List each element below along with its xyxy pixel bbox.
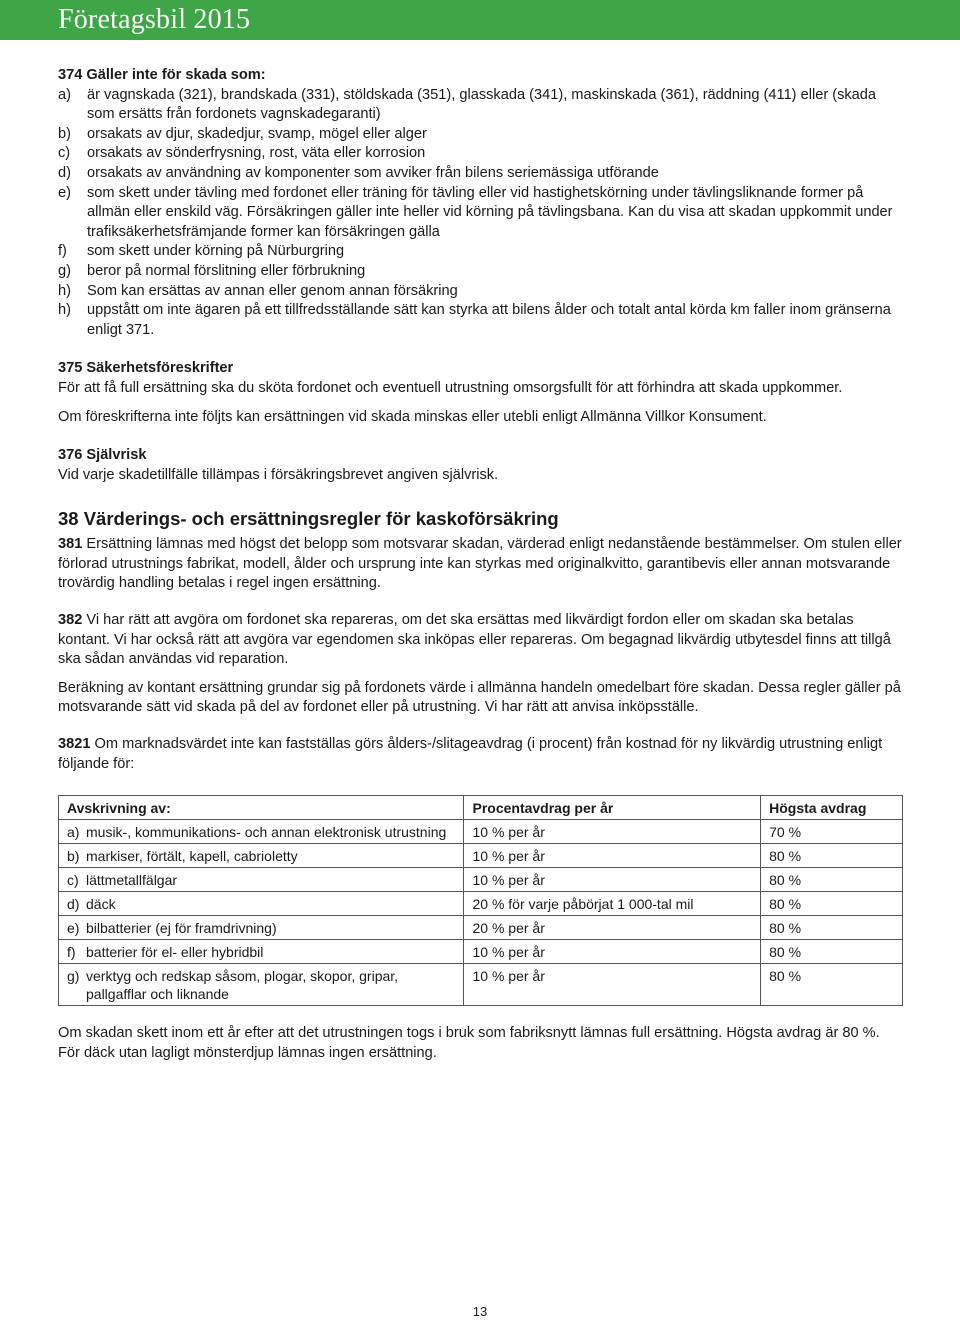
- table-row: [59, 868, 903, 892]
- section-375-paragraph-1: För att få full ersättning ska du sköta fordonet och eventuell utrustning omsorgsfullt för att förhindra att skada uppkommer.: [58, 379, 843, 396]
- section-38-heading: 38 Värderings- och ersättningsregler för kaskoförsäkring: [58, 508, 559, 530]
- list-item: [58, 301, 903, 340]
- row-label: g): [67, 968, 80, 985]
- table-row: [59, 820, 903, 844]
- cell-max: 80 %: [761, 964, 903, 1006]
- list-item-label: g): [58, 262, 71, 279]
- paragraph-381: [58, 535, 903, 594]
- document-title: Företagsbil 2015: [58, 4, 251, 35]
- row-item-text: lättmetallfälgar: [86, 872, 178, 889]
- list-item-label: e): [58, 184, 71, 201]
- row-label: c): [67, 872, 79, 889]
- section-376-paragraph: Vid varje skadetillfälle tillämpas i försäkringsbrevet angiven självrisk.: [58, 466, 499, 483]
- list-item-text: som skett under tävling med fordonet eller träning för tävling eller vid hastighetskörning under tävlingsliknande former på allmän eller enskild väg. Försäkringen gäller inte heller vid körning på tävlingsbana. Kan du visa att skadan uppkommit under trafiksäkerhetsfrämjande former kan försäkringen gälla: [87, 184, 893, 240]
- list-item-label: f): [58, 243, 67, 260]
- row-item-text: däck: [86, 896, 116, 913]
- list-item: [58, 282, 903, 302]
- table-row: [59, 844, 903, 868]
- row-item-text: verktyg och redskap såsom, plogar, skopor, gripar, pallgafflar och liknande: [86, 968, 399, 1003]
- paragraph-3821: [58, 735, 903, 774]
- row-item-text: musik-, kommunikations- och annan elektronisk utrustning: [86, 824, 447, 841]
- row-item-text: batterier för el- eller hybridbil: [86, 944, 264, 961]
- row-item-text: bilbatterier (ej för framdrivning): [86, 920, 277, 937]
- list-item-text: är vagnskada (321), brandskada (331), stöldskada (351), glasskada (341), maskinskada (361), räddning (411) eller (skada som ersätts från fordonets vagnskadegaranti): [87, 86, 877, 123]
- list-item-label: b): [58, 125, 71, 142]
- row-label: a): [67, 824, 80, 841]
- cell-item: [59, 964, 464, 1006]
- column-header-rate: Procentavdrag per år: [464, 796, 761, 820]
- list-item: [58, 262, 903, 282]
- row-label: f): [67, 944, 76, 961]
- paragraph-3821-text: Om marknadsvärdet inte kan fastställas görs ålders-/slitageavdrag (i procent) från kostnad för ny likvärdig utrustning enligt följande för:: [58, 736, 883, 772]
- list-item-label: d): [58, 164, 71, 181]
- list-item-text: som skett under körning på Nürburgring: [87, 243, 345, 260]
- cell-item: [59, 868, 464, 892]
- table-row: [59, 964, 903, 1006]
- list-item-text: orsakats av sönderfrysning, rost, väta eller korrosion: [87, 145, 426, 162]
- section-375-title: 375 Säkerhetsföreskrifter: [58, 360, 234, 377]
- cell-item: [59, 820, 464, 844]
- row-item-text: markiser, förtält, kapell, cabrioletty: [86, 848, 298, 865]
- cell-rate: 10 % per år: [464, 820, 761, 844]
- list-item: [58, 86, 903, 125]
- list-item: [58, 125, 903, 145]
- column-header-max: Högsta avdrag: [761, 796, 903, 820]
- cell-item: [59, 940, 464, 964]
- cell-rate: 10 % per år: [464, 868, 761, 892]
- list-item-label: c): [58, 145, 71, 162]
- closing-paragraph: Om skadan skett inom ett år efter att det utrustningen togs i bruk som fabriksnytt lämnas full ersättning. Högsta avdrag är 80 %. För däck utan lagligt mönsterdjup lämnas ingen ersättning.: [58, 1025, 880, 1061]
- cell-item: [59, 892, 464, 916]
- cell-max: 80 %: [761, 940, 903, 964]
- section-376: [58, 446, 903, 485]
- section-376-title: 376 Självrisk: [58, 447, 147, 464]
- paragraph-3821-number: 3821: [58, 736, 91, 753]
- cell-max: 80 %: [761, 868, 903, 892]
- table-row: [59, 916, 903, 940]
- cell-rate: 10 % per år: [464, 940, 761, 964]
- table-row: [59, 892, 903, 916]
- cell-max: 80 %: [761, 916, 903, 940]
- cell-rate: 10 % per år: [464, 964, 761, 1006]
- cell-max: 80 %: [761, 844, 903, 868]
- page-content: [58, 66, 903, 1063]
- paragraph-382: [58, 611, 903, 670]
- list-item-text: orsakats av djur, skadedjur, svamp, mögel eller alger: [87, 125, 427, 142]
- paragraph-382-number: 382: [58, 612, 83, 629]
- list-item-text: Som kan ersättas av annan eller genom annan försäkring: [87, 282, 458, 299]
- list-item-text: uppstått om inte ägaren på ett tillfredsställande sätt kan styrka att bilens ålder och totalt antal körda km faller inom gränserna enligt 371.: [87, 302, 891, 338]
- list-item: [58, 242, 903, 262]
- row-label: d): [67, 896, 80, 913]
- list-item-text: beror på normal förslitning eller förbrukning: [87, 262, 366, 279]
- section-374-title: 374 Gäller inte för skada som:: [58, 67, 266, 83]
- table-row: [59, 940, 903, 964]
- section-375: [58, 359, 903, 427]
- row-label: b): [67, 848, 80, 865]
- cell-rate: 20 % per år: [464, 916, 761, 940]
- section-38: [58, 507, 903, 774]
- section-374: [58, 66, 903, 340]
- list-item-text: orsakats av användning av komponenter som avviker från bilens seriemässiga utförande: [87, 164, 659, 181]
- page-number: 13: [472, 1304, 488, 1319]
- paragraph-382-text: Vi har rätt att avgöra om fordonet ska repareras, om det ska ersättas med likvärdigt fordon eller om skadan ska betalas kontant. Vi har också rätt att avgöra var egendomen ska inköpas eller repareras. Om begagnad likvärdig utbytesdel finns att tillgå ska sådan användas vid reparation.: [58, 612, 891, 668]
- depreciation-table: [58, 795, 903, 1006]
- section-374-list: [58, 86, 903, 341]
- cell-rate: 10 % per år: [464, 844, 761, 868]
- cell-max: 70 %: [761, 820, 903, 844]
- list-item-label: h): [58, 302, 71, 319]
- cell-item: [59, 916, 464, 940]
- list-item: [58, 164, 903, 184]
- paragraph-382-continued: Beräkning av kontant ersättning grundar sig på fordonets värde i allmänna handeln omedelbart före skadan. Dessa regler gäller på motsvarande sätt vid skada på del av fordonet eller på utrustning. Vi har rätt att anvisa inköpsställe.: [58, 679, 901, 716]
- row-label: e): [67, 920, 80, 937]
- cell-max: 80 %: [761, 892, 903, 916]
- list-item: [58, 184, 903, 243]
- paragraph-381-number: 381: [58, 536, 83, 553]
- table-header-row: [59, 796, 903, 820]
- list-item-label: a): [58, 86, 71, 103]
- section-375-paragraph-2: Om föreskrifterna inte följts kan ersättningen vid skada minskas eller utebli enligt Allmänna Villkor Konsument.: [58, 408, 767, 425]
- column-header-item: Avskrivning av:: [59, 796, 464, 820]
- cell-rate: 20 % för varje påbörjat 1 000-tal mil: [464, 892, 761, 916]
- list-item-label: h): [58, 282, 71, 299]
- paragraph-381-text: Ersättning lämnas med högst det belopp som motsvarar skadan, värderad enligt nedanstående bestämmelser. Om stulen eller förlorad utrustnings fabrikat, modell, ålder och ursprung inte kan styrkas med originalkvitto, garantibevis eller annan motsvarande trovärdig handling betalas i regel ingen ersättning.: [58, 536, 902, 592]
- cell-item: [59, 844, 464, 868]
- list-item: [58, 144, 903, 164]
